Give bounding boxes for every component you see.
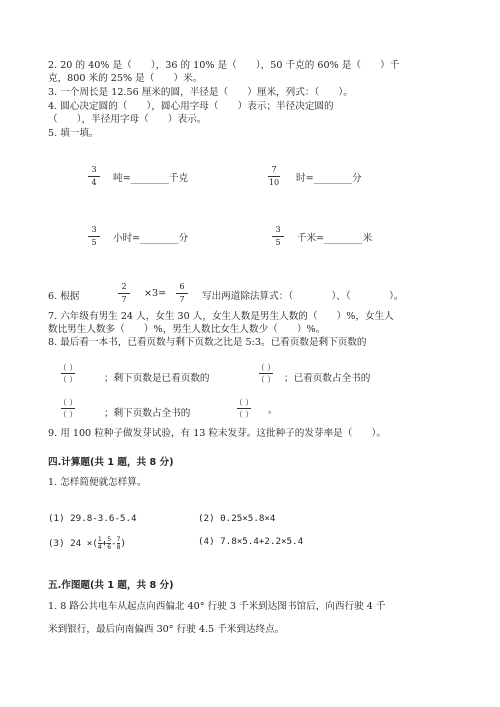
expression-3-suffix: )	[120, 538, 127, 549]
question-9: 9. 用 100 粒种子做发芽试验，有 13 粒未发芽。这批种子的发芽率是（ ）。	[48, 428, 386, 439]
fill-item-a: 吨=________千克	[113, 173, 189, 184]
blank-denominator: （ ）	[58, 410, 78, 419]
numerator: 7	[116, 535, 121, 543]
numerator: 2	[121, 282, 127, 291]
fraction-1-4	[98, 536, 102, 551]
blank-denominator: （ ）	[58, 375, 78, 384]
expression-2: (2) 0.25×5.8×4	[198, 513, 276, 524]
denominator: 4	[97, 543, 102, 551]
question-7-line-1: 7. 六年级有男生 24 人，女生 30 人，女生人数是男生人数的（ ）%，女生人	[48, 311, 394, 322]
question-8-part-1: ；剩下页数是已看页数的	[104, 373, 210, 384]
question-8-part-2: ；已看页数占全书的	[284, 373, 371, 384]
section-4-heading: 四.计算题(共 1 题，共 8 分)	[48, 457, 174, 468]
fraction-2-7	[118, 282, 130, 305]
numerator: 6	[179, 282, 185, 291]
section-5-line-2: 米到银行，最后向南偏西 30° 行驶 4.5 千米到达终点。	[48, 624, 285, 635]
numerator: 7	[271, 165, 277, 174]
question-8-line-1: 8. 最后看一本书，已看页数与剩下页数之比是 5:3。已看页数是剩下页数的	[48, 337, 367, 348]
fraction-3-5-b	[272, 225, 284, 248]
numerator: 5	[107, 535, 112, 543]
fraction-6-7	[176, 282, 188, 305]
numerator: 3	[91, 165, 97, 174]
question-2-line-2: 克，800 米的 25% 是（ ）米。	[48, 73, 203, 84]
blank-numerator: （ ）	[58, 363, 78, 372]
fraction-7-10	[268, 165, 280, 188]
denominator: 10	[268, 178, 280, 187]
denominator: 8	[116, 543, 121, 551]
question-6-suffix: 写出两道除法算式：（ ）、（ ）。	[202, 291, 404, 302]
blank-fraction-3	[58, 398, 78, 419]
question-4-line-1: 4. 圆心决定圆的（ ），圆心用字母（ ）表示；半径决定圆的	[48, 101, 334, 112]
question-2-line-1: 2. 20 的 40% 是（ ），36 的 10% 是（ ），50 千克的 60% 是（ ）千	[48, 60, 400, 71]
question-3: 3. 一个周长是 12.56 厘米的圆，半径是（ ）厘米，列式：（ ）。	[48, 87, 353, 98]
blank-numerator: （ ）	[58, 398, 78, 407]
expression-4: (4) 7.8×5.4+2.2×5.4	[198, 536, 304, 547]
numerator: 3	[275, 225, 281, 234]
fraction-5-6	[107, 536, 111, 551]
expression-1: (1) 29.8-3.6-5.4	[48, 513, 137, 524]
blank-fraction-1	[58, 363, 78, 384]
question-7-line-2: 数比男生人数多（ ）%，男生人数比女生人数少（ ）%。	[48, 324, 326, 335]
question-4-line-2: （ ），半径用字母（ ）表示。	[48, 114, 207, 125]
question-6-prefix: 6. 根据	[48, 291, 80, 302]
denominator: 4	[91, 178, 97, 187]
blank-fraction-2	[256, 363, 276, 384]
fill-item-d: 千米=________米	[297, 233, 373, 244]
fraction-3-4	[88, 165, 100, 188]
expression-3: (3) $24 \times(\frac{1}{4}+\frac{5}{6}-\frac{7}{8})$	[48, 535, 127, 551]
blank-numerator: （ ）	[234, 398, 254, 407]
question-6-times: ×3=	[144, 288, 167, 299]
blank-denominator: （ ）	[234, 410, 254, 419]
denominator: 5	[275, 238, 281, 247]
question-8-end: 。	[268, 405, 278, 416]
section-5-heading: 五.作图题(共 1 题，共 8 分)	[48, 580, 174, 591]
question-8-part-3: ；剩下页数占全书的	[104, 408, 191, 419]
blank-denominator: （ ）	[256, 375, 276, 384]
denominator: 7	[121, 295, 127, 304]
question-5-title: 5. 填一填。	[48, 128, 99, 139]
denominator: 6	[107, 543, 112, 551]
blank-fraction-4	[234, 398, 254, 419]
numerator: 3	[91, 225, 97, 234]
fill-item-b: 时=________分	[296, 173, 362, 184]
section-4-question-1: 1. 怎样简便就怎样算。	[48, 477, 147, 488]
blank-numerator: （ ）	[256, 363, 276, 372]
expression-3-prefix: (3) 24 ×(	[48, 538, 98, 549]
denominator: 7	[179, 295, 185, 304]
denominator: 5	[91, 238, 97, 247]
section-5-line-1: 1. 8 路公共电车从起点向西偏北 40° 行驶 3 千米到达图书馆后，向西行驶 4 千	[48, 601, 386, 612]
fraction-3-5	[88, 225, 100, 248]
fill-item-c: 小时=________分	[113, 233, 189, 244]
numerator: 1	[97, 535, 102, 543]
